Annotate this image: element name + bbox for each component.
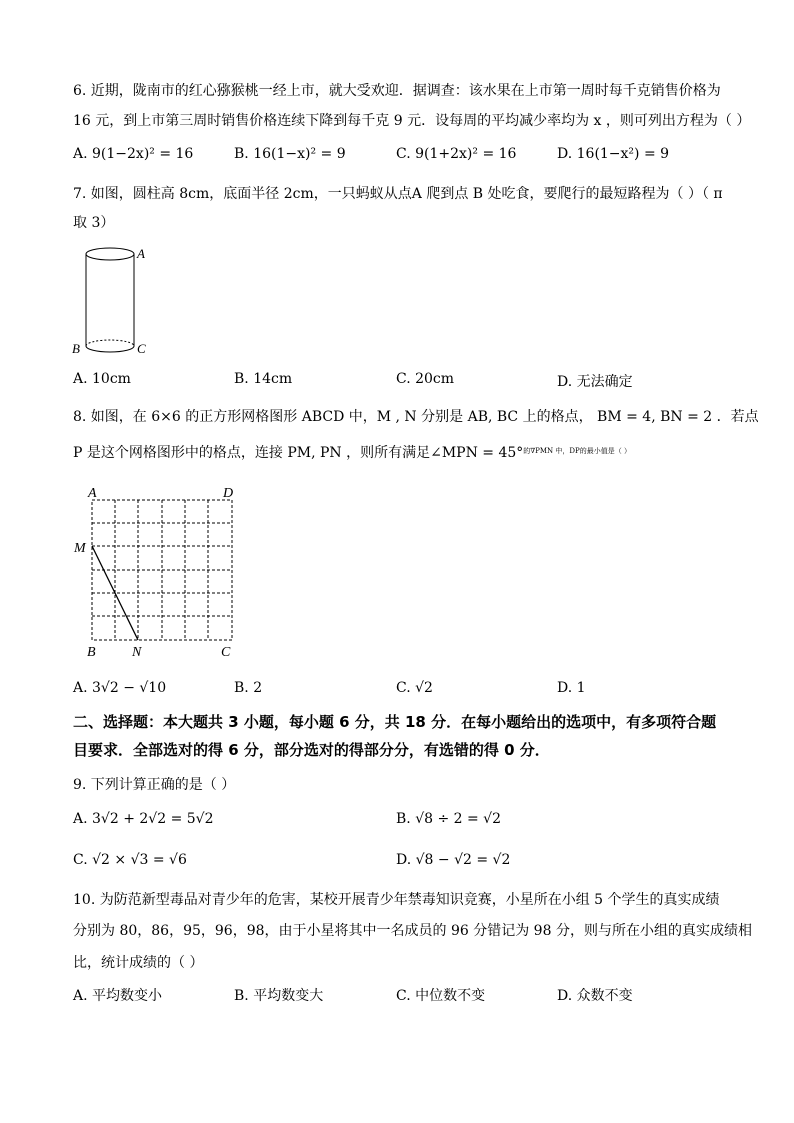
- q6-option-d: D. 16(1−x²) = 9: [557, 146, 670, 162]
- q6-option-b: B. 16(1−x)² = 9: [234, 146, 346, 162]
- q10-option-c: C. 中位数不变: [396, 988, 486, 1004]
- q9-stem: 9. 下列计算正确的是（ ）: [73, 777, 236, 793]
- cylinder-bottom-back: [86, 340, 134, 346]
- grid-figure: [70, 482, 250, 662]
- q7-option-d: D. 无法确定: [557, 374, 633, 390]
- cylinder-top-ellipse: [86, 248, 134, 260]
- section-2-heading: 二、选择题：本大题共 3 小题，每小题 6 分，共 18 分．在每小题给出的选项中，有多项符合题目要求．全部选对的得 6 分，部分选对的得部分分，有选错的得 0 分．: [73, 713, 717, 759]
- grid-label-b: B: [87, 645, 96, 660]
- q8-option-b: B. 2: [234, 680, 263, 696]
- cyl-label-a: A: [137, 246, 145, 261]
- grid-lines: [92, 500, 232, 640]
- q6-stem-line2: 16 元，到上市第三周时销售价格连续下降到每千克 9 元．设每周的平均减少率均为 x ，则可列出方程为（ ）: [73, 113, 751, 129]
- q8-option-c: C. √2: [396, 680, 433, 696]
- grid-label-a: A: [88, 486, 97, 501]
- q8-option-d: D. 1: [557, 680, 586, 696]
- q10-stem-line2: 分别为 80，86，95，96，98，由于小星将其中一名成员的 96 分错记为 98 分，则与所在小组的真实成绩相: [73, 923, 752, 939]
- cyl-label-b: B: [72, 341, 80, 356]
- q10-stem-line3: 比，统计成绩的（ ）: [73, 955, 204, 971]
- grid-label-n: N: [132, 645, 142, 660]
- q8-option-a: A. 3√2 − √10: [73, 680, 167, 696]
- q9-option-b: B. √8 ÷ 2 = √2: [396, 811, 502, 827]
- q10-stem-line1: 10. 为防范新型毒品对青少年的危害，某校开展青少年禁毒知识竞赛，小星所在小组 5 个学生的真实成绩: [73, 892, 720, 908]
- q9-option-d: D. √8 − √2 = √2: [396, 852, 511, 868]
- q8-stem-line1: 8. 如图，在 6×6 的正方形网格图形 ABCD 中，M , N 分别是 AB, BC 上的格点， BM = 4, BN = 2 ．若点: [73, 409, 759, 425]
- cylinder-figure: [68, 238, 158, 363]
- q8-stem-line2-main: P 是这个网格图形中的格点，连接 PM, PN ，则所有满足∠MPN = 45°: [73, 445, 524, 461]
- q7-stem-line1: 7. 如图，圆柱高 8cm，底面半径 2cm，一只蚂蚁从点A 爬到点 B 处吃食，要爬行的最短路程为（ ）（ π: [73, 186, 723, 202]
- q10-option-a: A. 平均数变小: [73, 988, 163, 1004]
- q7-stem-line2: 取 3）: [73, 215, 115, 231]
- grid-label-m: M: [74, 541, 86, 556]
- q8-stem-line2-small: 的∇PMN 中，DP的最小值是（ ）: [523, 447, 631, 455]
- q6-option-a: A. 9(1−2x)² = 16: [73, 146, 194, 162]
- q6-option-c: C. 9(1+2x)² = 16: [396, 146, 517, 162]
- cyl-label-c: C: [137, 341, 146, 356]
- q7-option-c: C. 20cm: [396, 371, 455, 387]
- q9-option-c: C. √2 × √3 = √6: [73, 852, 187, 868]
- q9-option-a: A. 3√2 + 2√2 = 5√2: [73, 811, 214, 827]
- q7-option-a: A. 10cm: [73, 371, 131, 387]
- cylinder-bottom-front: [86, 346, 134, 352]
- grid-label-c: C: [221, 645, 231, 660]
- q10-option-b: B. 平均数变大: [234, 988, 324, 1004]
- q8-stem-line2: [73, 442, 631, 462]
- q10-option-d: D. 众数不变: [557, 988, 633, 1004]
- grid-label-d: D: [223, 486, 234, 501]
- q7-option-b: B. 14cm: [234, 371, 293, 387]
- q6-stem-line1: 6. 近期，陇南市的红心猕猴桃一经上市，就大受欢迎．据调查：该水果在上市第一周时每千克销售价格为: [73, 83, 721, 99]
